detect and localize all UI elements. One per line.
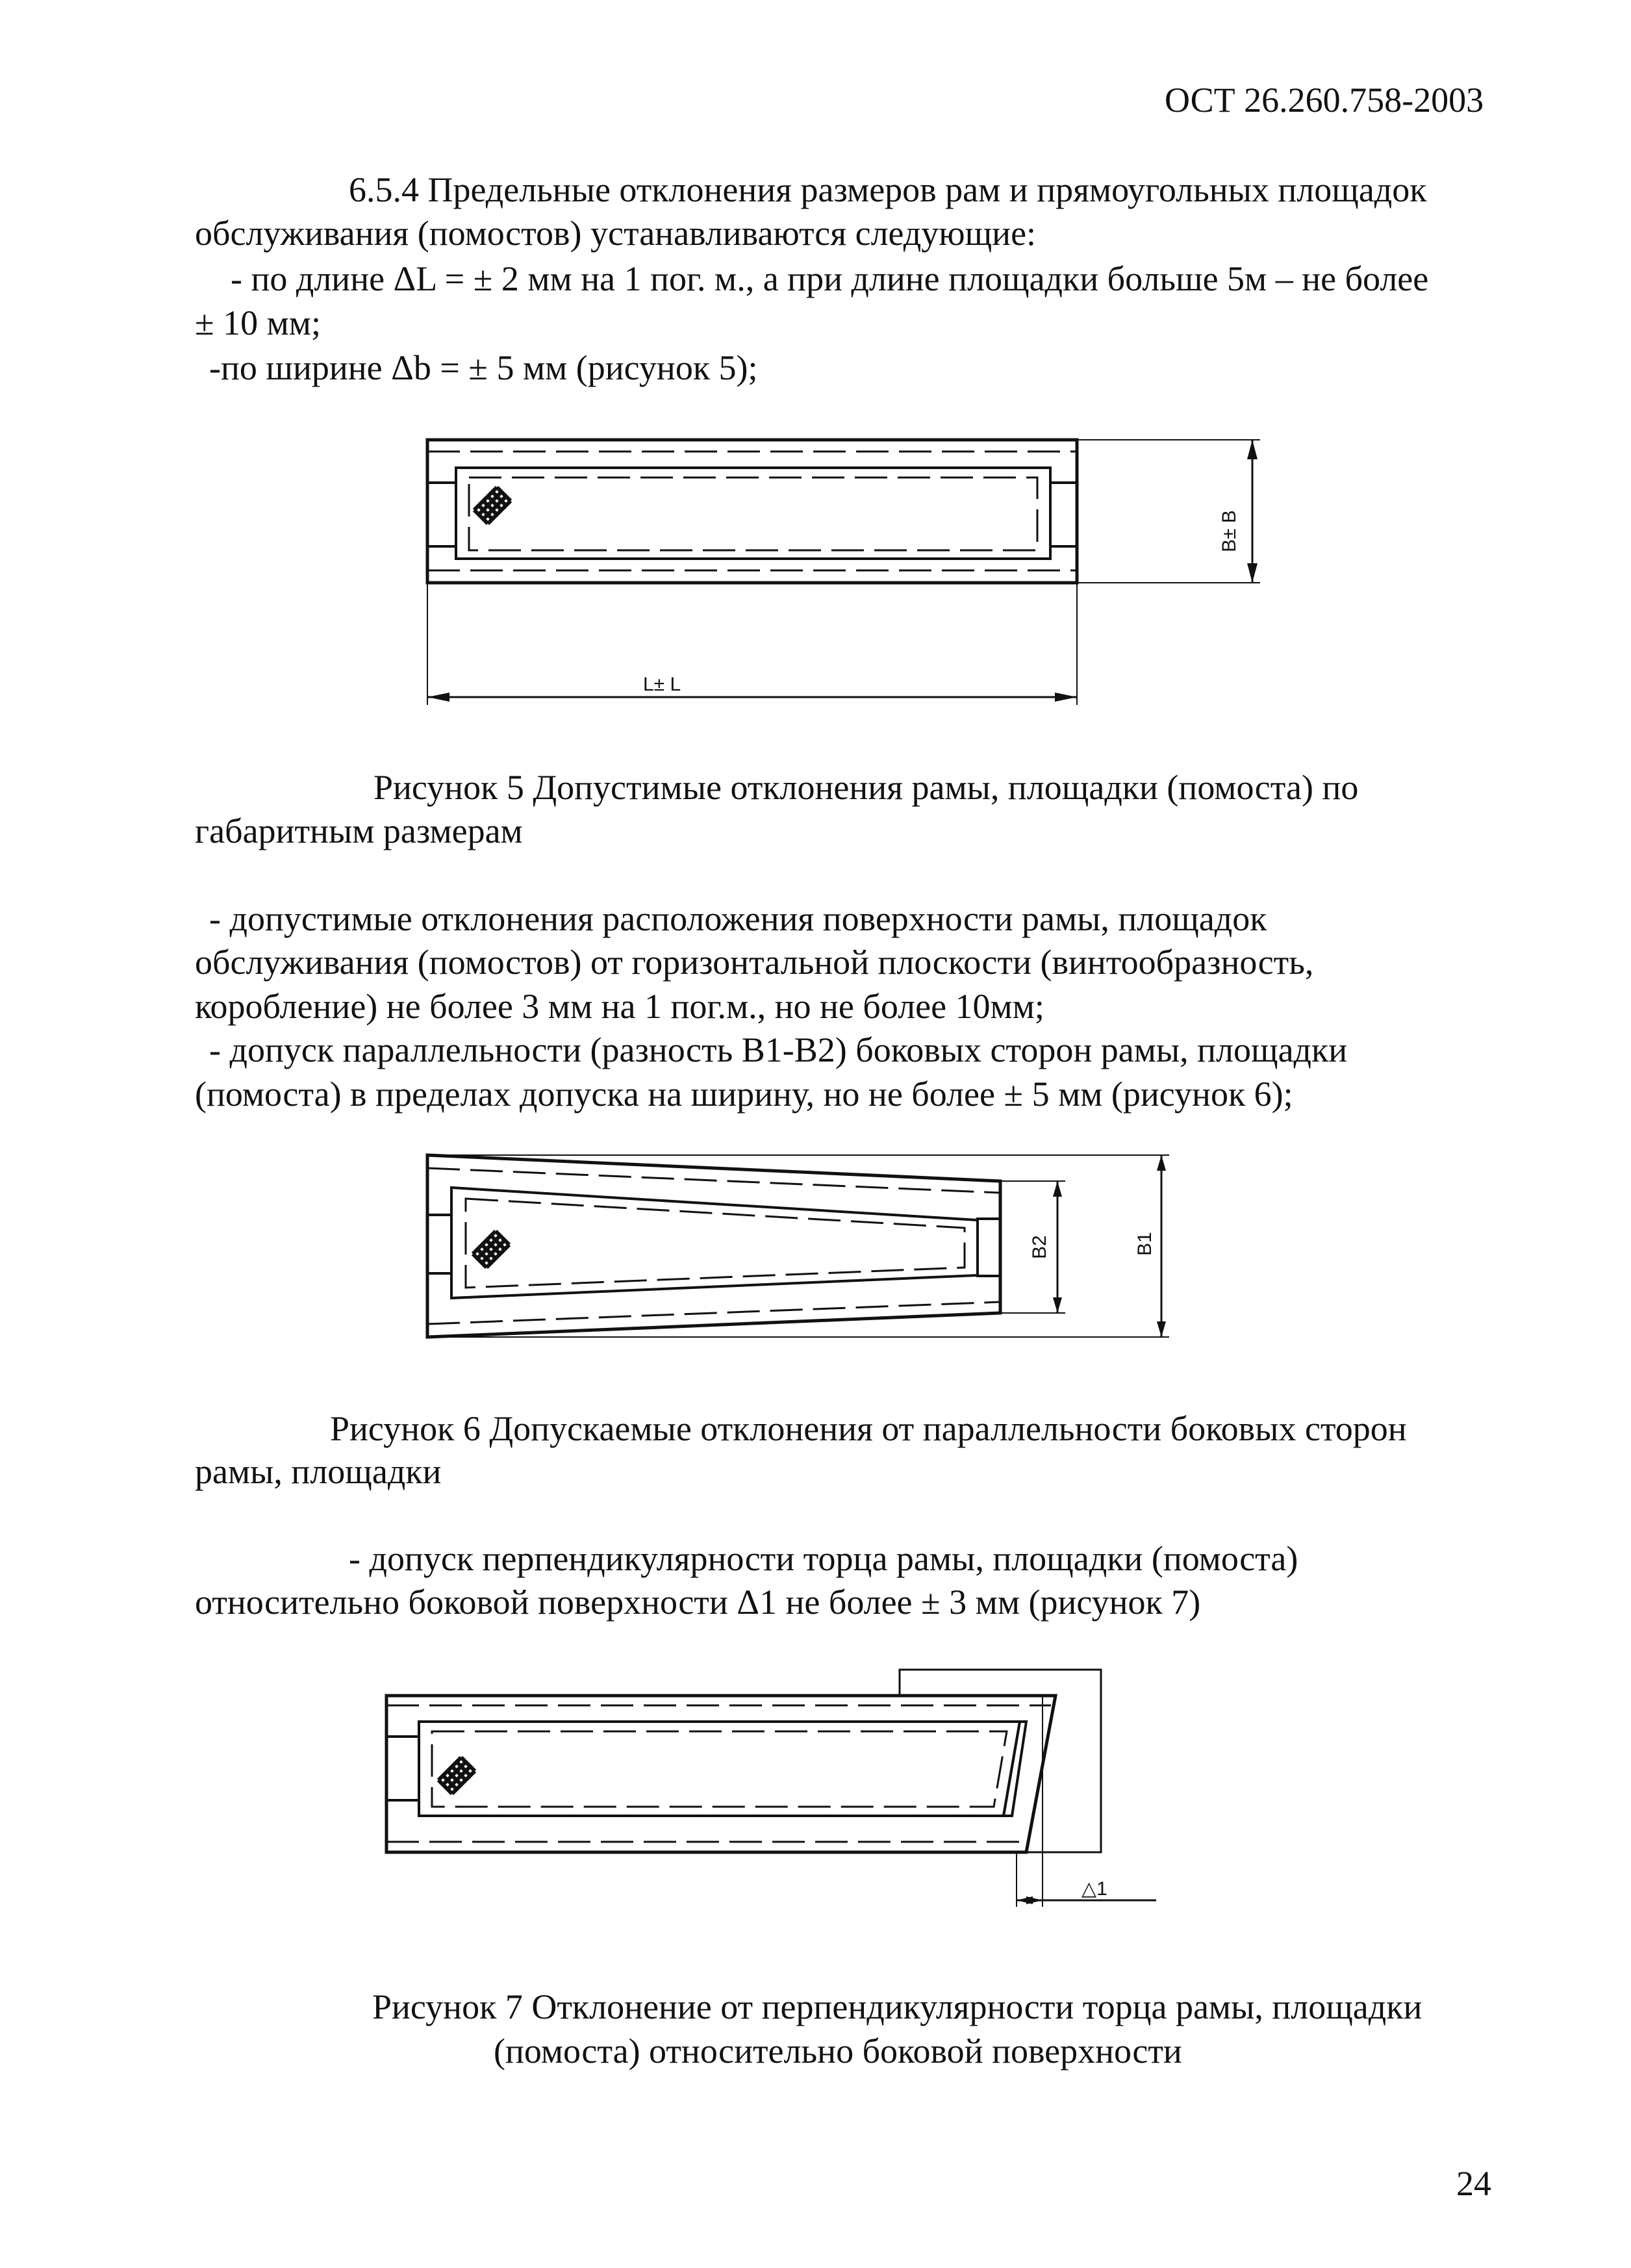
document-code: ОСТ 26.260.758-2003	[1165, 81, 1484, 120]
figure-6-caption-line-2: рамы, площадки	[195, 1452, 442, 1491]
figure-7-delta-dimension: △1	[1081, 1878, 1107, 1900]
figure-6-caption-line-1: Рисунок 6 Допускаемые отклонения от параллельности боковых сторон	[330, 1409, 1407, 1448]
surface-deviation-line-1: - допустимые отклонения расположения поверхности рамы, площадок	[209, 899, 1267, 938]
figure-7-drawing	[377, 1660, 1176, 1920]
surface-deviation-line-3: коробление) не более 3 мм на 1 пог.м., но не более 10мм;	[195, 987, 1044, 1026]
surface-deviation-line-2: обслуживания (помостов) от горизонтальной плоскости (винтообразность,	[195, 943, 1314, 982]
figure-5-length-dimension: L± L	[643, 674, 681, 695]
figure-6-b1-dimension: B1	[1134, 1232, 1156, 1256]
figure-5-drawing	[416, 432, 1273, 711]
page-number: 24	[1456, 2164, 1491, 2203]
length-tolerance-line-2: ± 10 мм;	[195, 303, 321, 342]
perpendicularity-line-2: относительно боковой поверхности Δ1 не более ± 3 мм (рисунок 7)	[195, 1583, 1201, 1622]
length-tolerance-line-1: - по длине ΔL = ± 2 мм на 1 пог. м., а при длине площадки больше 5м – не более	[231, 259, 1429, 298]
figure-5-caption-line-1: Рисунок 5 Допустимые отклонения рамы, площадки (помоста) по	[373, 768, 1359, 807]
paragraph-654-line-1: 6.5.4 Предельные отклонения размеров рам и прямоугольных площадок	[349, 170, 1427, 209]
parallelism-line-1: - допуск параллельности (разность B1-B2) боковых сторон рамы, площадки	[209, 1030, 1348, 1069]
paragraph-654-line-2: обслуживания (помостов) устанавливаются следующие:	[195, 214, 1037, 253]
figure-6-drawing	[416, 1149, 1182, 1344]
width-tolerance-line: -по ширине Δb = ± 5 мм (рисунок 5);	[209, 348, 758, 387]
figure-5-caption-line-2: габаритным размерам	[195, 811, 523, 850]
parallelism-line-2: (помоста) в пределах допуска на ширину, но не более ± 5 мм (рисунок 6);	[195, 1075, 1293, 1114]
figure-6-b2-dimension: B2	[1029, 1235, 1050, 1259]
perpendicularity-line-1: - допуск перпендикулярности торца рамы, площадки (помоста)	[349, 1539, 1298, 1578]
figure-7-caption-line-1: Рисунок 7 Отклонение от перпендикулярности торца рамы, площадки	[372, 1987, 1422, 2026]
figure-5-width-dimension: B± B	[1219, 510, 1240, 552]
figure-7-caption-line-2: (помоста) относительно боковой поверхности	[494, 2032, 1182, 2071]
